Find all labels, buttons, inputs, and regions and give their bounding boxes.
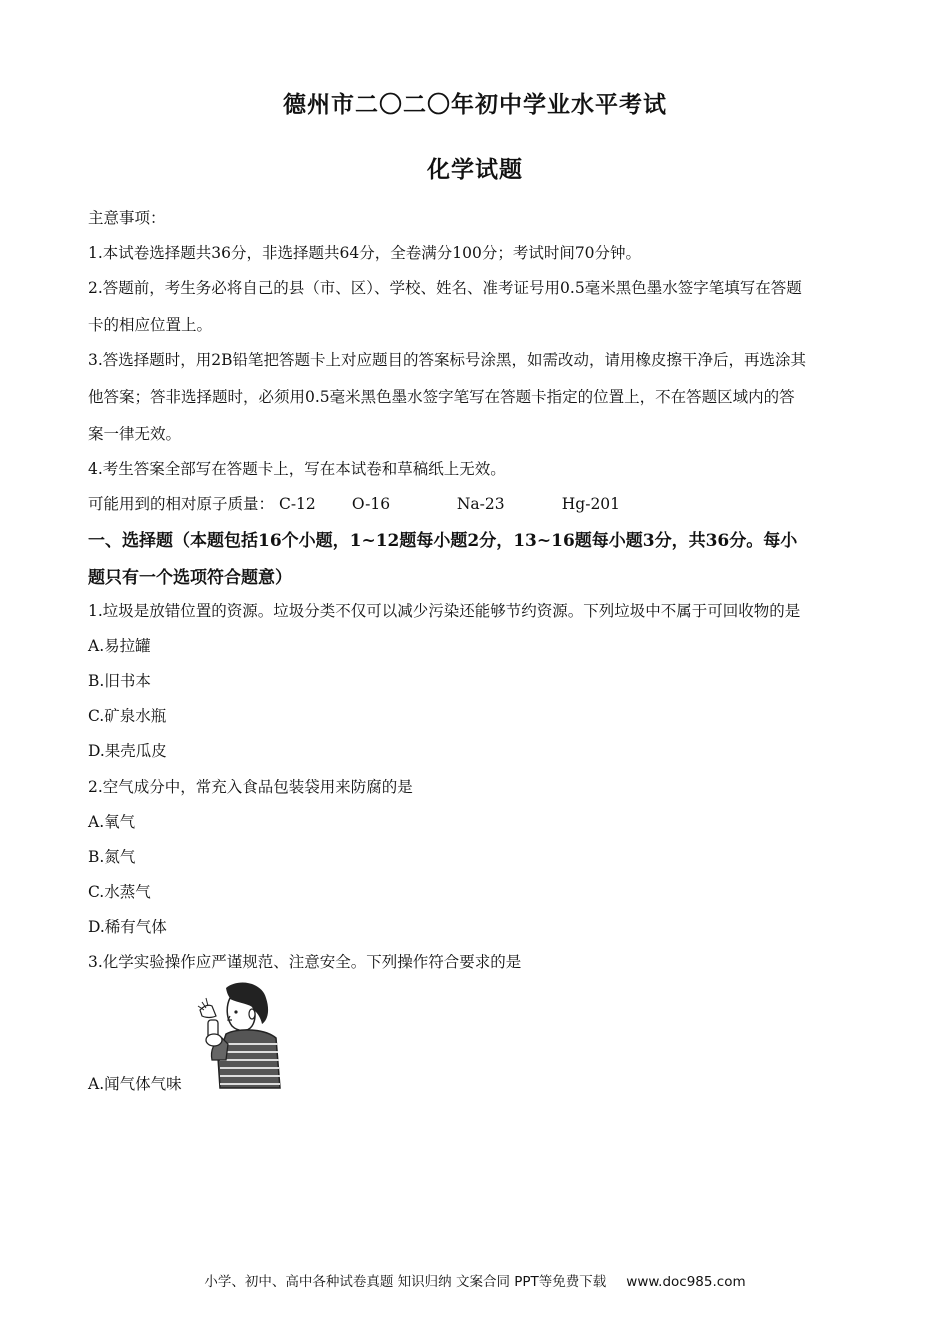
smelling-gas-illustration: [186, 980, 286, 1092]
q2-option-b: B.氮气: [88, 848, 136, 866]
note-3-line-2: 他答案；答非选择题时，必须用0.5毫米黑色墨水签字笔写在答题卡指定的位置上，不在答题区域内的答: [88, 388, 795, 406]
footer-text: 小学、初中、高中各种试卷真题 知识归纳 文案合同 PPT等免费下载: [204, 1274, 607, 1290]
note-3-line-3: 案一律无效。: [88, 425, 182, 443]
atomic-mass-line: [88, 492, 620, 514]
note-1: 1.本试卷选择题共36分，非选择题共64分，全卷满分100分；考试时间70分钟。: [88, 244, 642, 262]
mass-c: C-12: [278, 495, 316, 513]
page-title: 德州市二〇二〇年初中学业水平考试: [283, 91, 667, 118]
q2-stem: 2.空气成分中，常充入食品包装袋用来防腐的是: [88, 778, 413, 796]
q2-option-c: C.水蒸气: [88, 883, 151, 901]
mass-hg: Hg-201: [561, 495, 621, 513]
note-2-line-2: 卡的相应位置上。: [88, 316, 213, 334]
section-heading-line-1: 一、选择题（本题包括16个小题，1~12题每小题2分，13~16题每小题3分，共36分。每小: [88, 531, 798, 551]
q1-option-b: B.旧书本: [88, 672, 151, 690]
q2-option-a: A.氧气: [88, 813, 136, 831]
note-2-line-1: 2.答题前，考生务必将自己的县（市、区）、学校、姓名、准考证号用0.5毫米黑色墨水签字笔填写在答题: [88, 279, 802, 297]
q1-stem: 1.垃圾是放错位置的资源。垃圾分类不仅可以减少污染还能够节约资源。下列垃圾中不属于可回收物的是: [88, 602, 801, 620]
footer: [0, 1270, 950, 1290]
person-smelling-icon: [186, 980, 286, 1092]
page-subtitle: 化学试题: [427, 156, 523, 183]
note-4: 4.考生答案全部写在答题卡上，写在本试卷和草稿纸上无效。: [88, 460, 506, 478]
q3-stem: 3.化学实验操作应严谨规范、注意安全。下列操作符合要求的是: [88, 953, 522, 971]
mass-o: O-16: [351, 495, 391, 513]
note-3-line-1: 3.答选择题时，用2B铅笔把答题卡上对应题目的答案标号涂黑，如需改动，请用橡皮擦干净后，再选涂其: [88, 351, 807, 369]
q1-option-d: D.果壳瓜皮: [88, 742, 167, 760]
atomic-mass-label: 可能用到的相对原子质量：: [88, 495, 275, 513]
q1-option-c: C.矿泉水瓶: [88, 707, 167, 725]
q3-option-a: A.闻气体气味: [88, 1075, 182, 1093]
section-heading-line-2: 题只有一个选项符合题意）: [88, 568, 292, 588]
mass-na: Na-23: [456, 495, 505, 513]
notes-heading: 主意事项：: [88, 209, 166, 227]
q1-option-a: A.易拉罐: [88, 637, 151, 655]
footer-url[interactable]: www.doc985.com: [626, 1274, 746, 1290]
q2-option-d: D.稀有气体: [88, 918, 167, 936]
